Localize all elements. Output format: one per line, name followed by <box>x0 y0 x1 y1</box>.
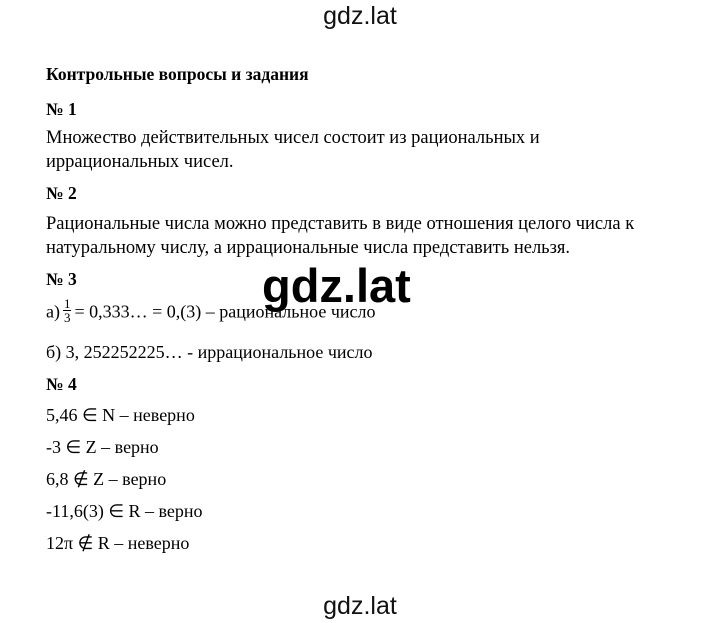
fraction-numerator: 1 <box>63 296 71 311</box>
fraction-denominator: 3 <box>63 310 71 325</box>
task-4-line-5: 12π ∉ R – неверно <box>46 533 190 553</box>
task-2-line-1: Рациональные числа можно представить в виде отношения целого числа к <box>46 214 635 234</box>
section-heading: Контрольные вопросы и задания <box>46 64 309 84</box>
task-1-line-2: иррациональных чисел. <box>46 152 234 172</box>
task-4-line-4: -11,6(3) ∈ R – верно <box>46 501 203 521</box>
task-number-3: № 3 <box>46 269 77 289</box>
task-4-line-2: -3 ∈ Z – верно <box>46 437 159 457</box>
fraction <box>63 297 72 324</box>
task-number-2: № 2 <box>46 183 77 203</box>
task-4-line-3: 6,8 ∉ Z – верно <box>46 469 167 489</box>
task-3-item-b: б) 3, 252252225… - иррациональное число <box>46 342 373 362</box>
task-number-4: № 4 <box>46 374 77 394</box>
watermark-bottom: gdz.lat <box>323 592 397 620</box>
watermark-middle: gdz.lat <box>262 259 411 312</box>
watermark-top: gdz.lat <box>323 2 397 30</box>
task-1-line-1: Множество действительных чисел состоит из рациональных и <box>46 128 540 148</box>
item-a-rest: = 0,333… = 0,(3) – рациональное число <box>74 301 376 322</box>
task-number-1: № 1 <box>46 99 77 119</box>
task-4-line-1: 5,46 ∈ N – неверно <box>46 405 195 425</box>
item-a-prefix: а) <box>46 301 60 322</box>
task-2-line-2: натуральному числу, а иррациональные числа представить нельзя. <box>46 238 571 258</box>
